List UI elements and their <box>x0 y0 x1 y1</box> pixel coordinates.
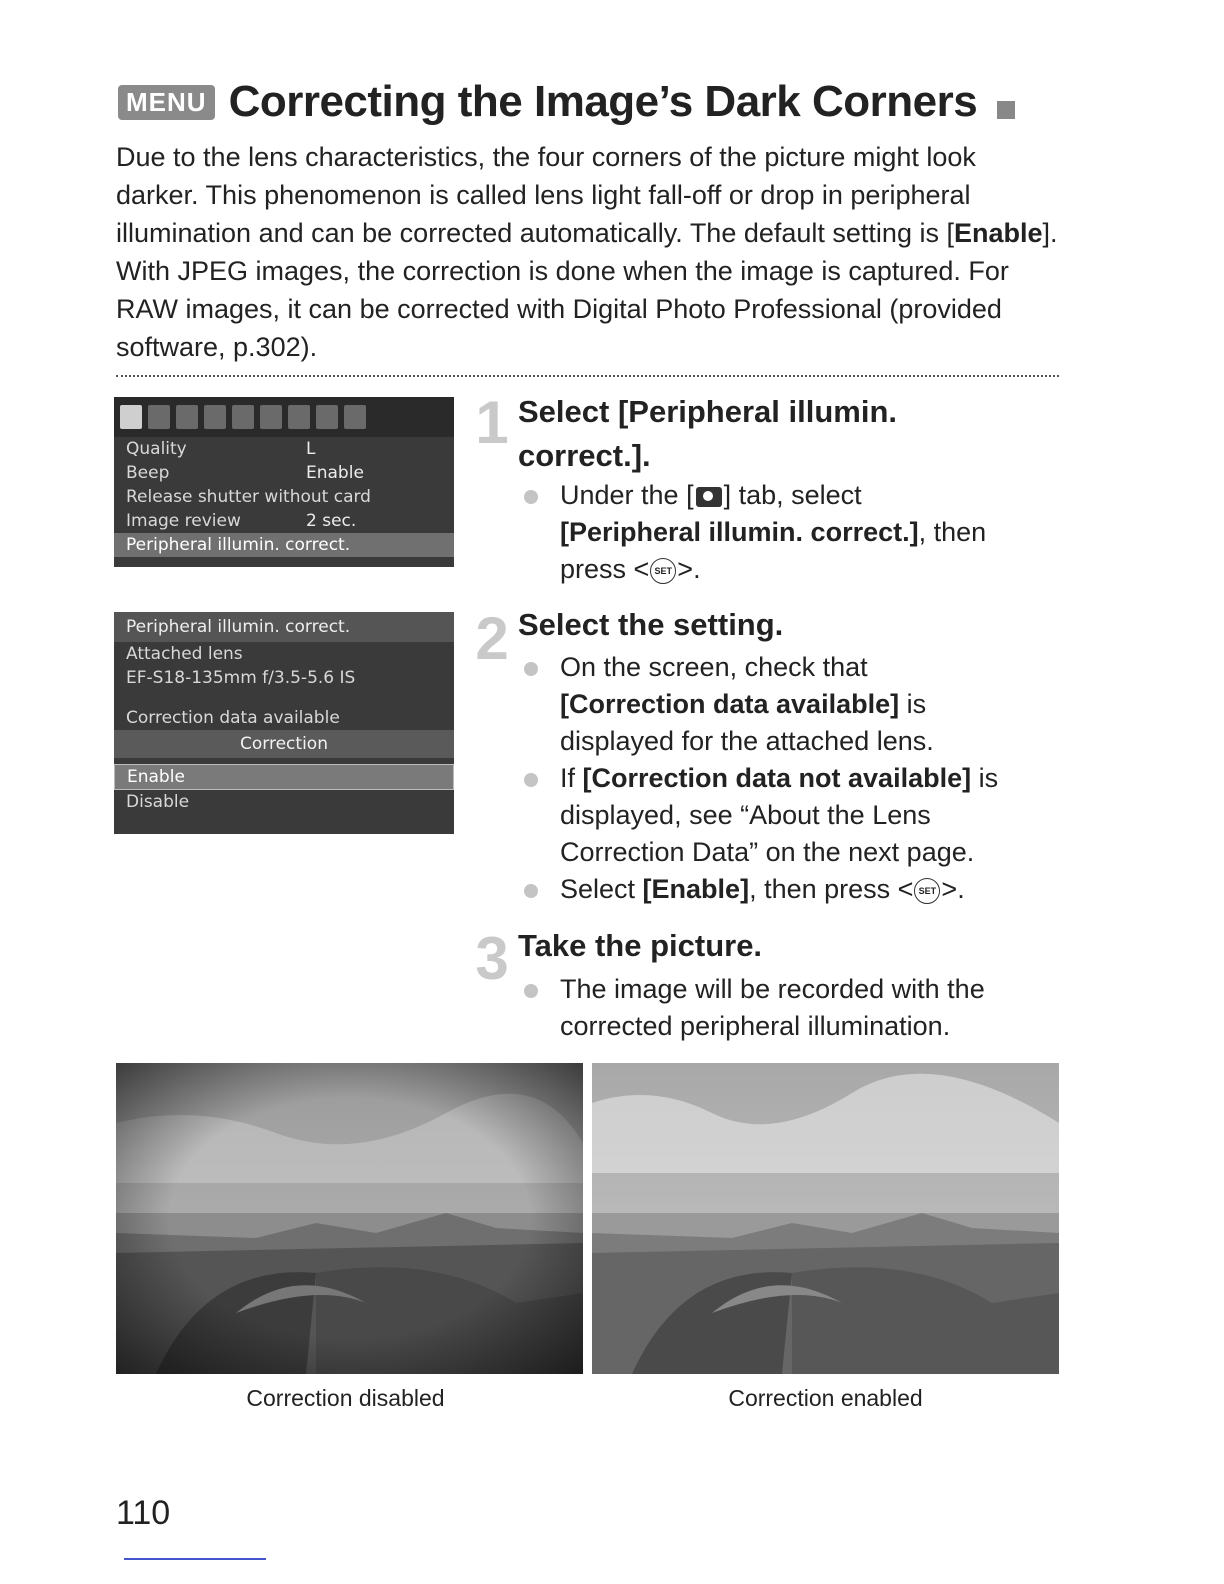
step-1-title-line2: correct.]. <box>518 438 651 473</box>
camera-tab-icon <box>148 405 170 429</box>
attached-lens-label: Attached lens <box>126 644 243 664</box>
bridge-photo-bright <box>592 1063 1059 1374</box>
step-1-bullets <box>522 477 1042 588</box>
setup-tab-icon <box>232 405 254 429</box>
menu-row-value: 2 sec. <box>306 511 357 531</box>
text: >. <box>677 554 701 584</box>
text: is displayed, see “About the Lens Correction Data” on the next page. <box>560 763 999 867</box>
intro-bold-enable: Enable <box>953 218 1043 248</box>
step-1-title <box>518 390 897 478</box>
option-enable: Enable <box>114 764 454 790</box>
menu-row-label: Quality <box>126 439 187 459</box>
text: On the screen, check that <box>560 652 868 682</box>
play-tab-icon <box>176 405 198 429</box>
text: Under the [ <box>560 480 694 510</box>
text: >. <box>941 874 965 904</box>
camera-menu-screen <box>114 397 454 567</box>
setup-tab-icon <box>288 405 310 429</box>
menu-row-beep <box>114 461 454 485</box>
text: If <box>560 763 583 793</box>
text: press < <box>560 554 650 584</box>
bullet-icon <box>524 490 538 504</box>
step-3-bullets <box>522 971 1042 1045</box>
lens-name: EF-S18-135mm f/3.5-5.6 IS <box>126 668 356 688</box>
step-number-3: 3 <box>475 925 509 992</box>
mymenu-tab-icon <box>344 405 366 429</box>
text: ] tab, select <box>723 480 862 510</box>
step-1-title-line1: Select [Peripheral illumin. <box>518 394 898 429</box>
step-number-2: 2 <box>475 605 509 672</box>
text: Select <box>560 874 643 904</box>
correction-status: Correction data available <box>126 708 340 728</box>
page-number: 110 <box>116 1494 171 1532</box>
text-bold: [Peripheral illumin. correct.] <box>560 517 919 547</box>
bullet-icon <box>524 984 538 998</box>
step-2-title: Select the setting. <box>518 607 784 642</box>
camera-icon <box>696 487 722 507</box>
text: displayed for the attached lens. <box>560 726 934 756</box>
menu-row-value: L <box>306 439 316 459</box>
step-2-bullet <box>522 760 1042 871</box>
text: , then press < <box>749 874 914 904</box>
menu-row-label: Release shutter without card <box>126 487 371 507</box>
dotted-divider <box>116 375 1059 377</box>
step-3-bullet <box>522 971 1042 1045</box>
step-3-title: Take the picture. <box>518 928 763 963</box>
menu-row-release-shutter <box>114 485 454 509</box>
text: , then <box>918 517 987 547</box>
bullet-icon <box>524 662 538 676</box>
menu-tabs <box>114 397 454 437</box>
menu-icon: MENU <box>118 85 215 120</box>
option-disable: Disable <box>126 792 190 812</box>
step-1-bullet <box>522 477 1042 588</box>
intro-text-1: Due to the lens characteristics, the four corners of the picture might look darker. This phenomenon is called lens light fall-off or drop in peripheral illumination and can be corrected automatically. The default setting is [ <box>116 142 976 248</box>
caption-disabled: Correction disabled <box>246 1385 445 1411</box>
step-number-1: 1 <box>475 389 509 456</box>
text-bold: [Enable] <box>642 874 750 904</box>
set-button-icon: SET <box>650 558 676 584</box>
spacer <box>114 690 454 706</box>
menu-row-quality <box>114 437 454 461</box>
play-tab-icon <box>204 405 226 429</box>
step-2-bullet <box>522 649 1042 760</box>
bullet-icon <box>524 773 538 787</box>
text-bold: [Correction data available] <box>560 689 900 719</box>
step-2-bullet <box>522 871 1042 908</box>
intro-text-2: ]. With JPEG images, the correction is done when the image is captured. For RAW images, it can be corrected with Digital Photo Professional (provided software, p.302). <box>116 218 1058 362</box>
menu-row-peripheral-illumin <box>114 533 454 557</box>
photo-correction-enabled <box>592 1063 1059 1374</box>
custom-tab-icon <box>316 405 338 429</box>
menu-row-label: Peripheral illumin. correct. <box>126 535 351 555</box>
title-row <box>118 74 1058 130</box>
screen-header: Peripheral illumin. correct. <box>114 612 454 642</box>
menu-row-label: Beep <box>126 463 170 483</box>
bullet-icon <box>524 884 538 898</box>
page-title: Correcting the Image’s Dark Corners <box>228 77 978 126</box>
setup-tab-icon <box>260 405 282 429</box>
intro-paragraph <box>116 138 1061 366</box>
text: The image will be recorded with the corrected peripheral illumination. <box>560 974 985 1041</box>
camera-tab-icon <box>120 405 142 429</box>
correction-heading: Correction <box>114 730 454 758</box>
footer-rule <box>124 1558 266 1560</box>
section-marker-icon <box>997 101 1015 119</box>
text-bold: [Correction data not available] <box>582 763 972 793</box>
text: is <box>899 689 927 719</box>
menu-row-label: Image review <box>126 511 241 531</box>
menu-row-image-review <box>114 509 454 533</box>
peripheral-illumin-screen <box>114 612 454 834</box>
set-button-icon: SET <box>914 878 940 904</box>
photo-correction-disabled <box>116 1063 583 1374</box>
bridge-photo-dark <box>116 1063 583 1374</box>
step-2-bullets <box>522 649 1042 908</box>
caption-enabled: Correction enabled <box>728 1385 923 1411</box>
menu-row-value: Enable <box>306 463 364 483</box>
